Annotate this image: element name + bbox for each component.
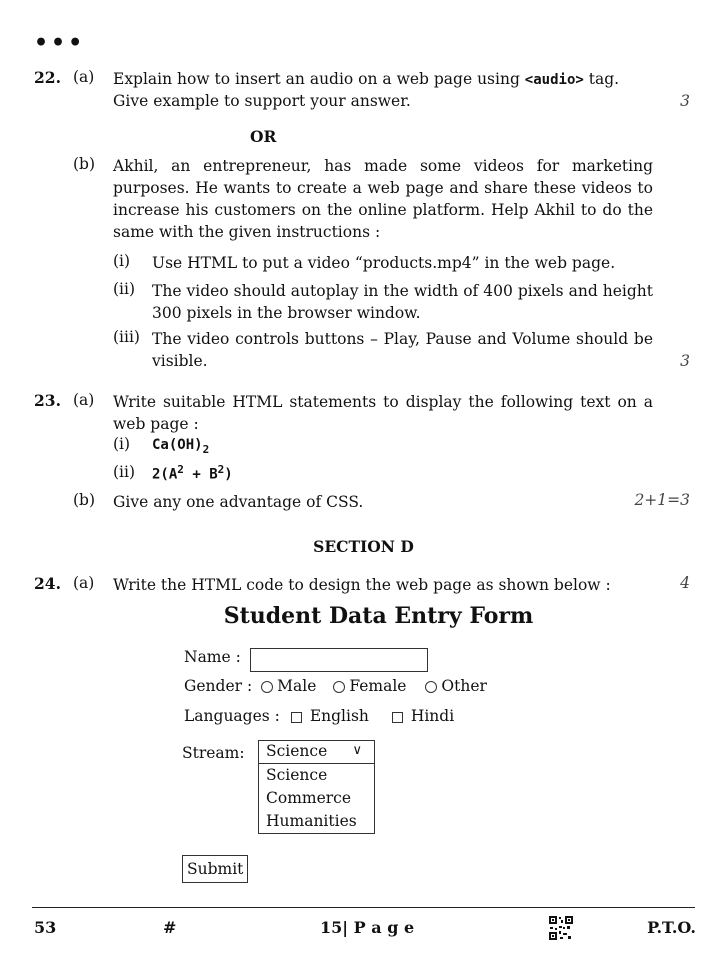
gender-label: Gender : (184, 677, 253, 695)
q23b-label: (b) (73, 491, 96, 509)
q24a-label: (a) (73, 574, 95, 592)
stream-select[interactable] (258, 740, 375, 834)
q22b-iii-label: (iii) (113, 328, 140, 346)
stream-options (259, 764, 374, 833)
checkbox-english[interactable] (291, 712, 302, 723)
stream-select-header[interactable] (259, 741, 374, 764)
q22a-marks: 3 (680, 92, 690, 110)
q22b-i-text: Use HTML to put a video “products.mp4” in the web page. (152, 254, 616, 272)
stream-option-commerce[interactable]: Commerce (266, 789, 352, 807)
radio-female-label: Female (349, 677, 407, 695)
q22-number: 22. (34, 68, 61, 87)
q22b-i-label: (i) (113, 252, 131, 270)
chevron-down-icon[interactable]: ∨ (352, 743, 362, 758)
languages-label: Languages : (184, 707, 280, 725)
footer-page-number: 15| P a g e (320, 918, 415, 937)
header-dots: ••• (34, 30, 86, 56)
q22a-line1: Explain how to insert an audio on a web page using <audio> tag. (113, 70, 620, 88)
radio-male-label: Male (277, 677, 317, 695)
q23a-i-formula: $Ca(OH)_2$ (152, 437, 210, 456)
stream-selected: Science (266, 742, 328, 760)
footer-pto: P.T.O. (647, 918, 696, 937)
radio-other[interactable] (425, 681, 437, 693)
stream-label: Stream: (182, 744, 245, 762)
q23a-ii-label: (ii) (113, 463, 136, 481)
languages-row (184, 707, 454, 725)
radio-other-label: Other (441, 677, 487, 695)
footer-divider (32, 907, 695, 908)
name-label: Name : (184, 648, 241, 666)
checkbox-hindi[interactable] (392, 712, 403, 723)
q23a-i-label: (i) (113, 435, 131, 453)
q23-marks: 2+1=3 (634, 491, 690, 509)
q22b-label: (b) (73, 155, 96, 173)
footer-code: 53 (34, 918, 57, 937)
q23-number: 23. (34, 391, 61, 410)
q23b-text: Give any one advantage of CSS. (113, 493, 364, 511)
section-d-title: SECTION D (313, 537, 414, 556)
q23a-text: Write suitable HTML statements to display the following text on a web page : (113, 393, 653, 433)
q24-marks: 4 (680, 574, 690, 592)
name-input[interactable] (250, 648, 428, 672)
gender-row (184, 677, 487, 695)
stream-option-science[interactable]: Science (266, 766, 328, 784)
q22-or: OR (250, 127, 277, 146)
qr-code-icon (549, 916, 573, 940)
q22b-iii-text: The video controls buttons – Play, Pause and Volume should be visible. (152, 330, 653, 370)
q24a-text: Write the HTML code to design the web page as shown below : (113, 576, 611, 594)
form-title: Student Data Entry Form (223, 603, 534, 629)
footer-hash: # (163, 918, 177, 937)
q24-number: 24. (34, 574, 61, 593)
checkbox-english-label: English (309, 707, 369, 725)
radio-female[interactable] (333, 681, 345, 693)
q23a-ii-formula: $2(A^2 + B^2)$ (152, 463, 233, 483)
submit-button[interactable]: Submit (182, 855, 248, 883)
checkbox-hindi-label: Hindi (410, 707, 455, 725)
stream-option-humanities[interactable]: Humanities (266, 812, 357, 830)
q22b-marks: 3 (680, 352, 690, 370)
q22b-ii-text: The video should autoplay in the width of 400 pixels and height 300 pixels in the browser window. (152, 282, 653, 322)
q22a-line2: Give example to support your answer. (113, 92, 411, 110)
q22b-text: Akhil, an entrepreneur, has made some videos for marketing purposes. He wants to create a web page and share these videos to increase his customers on the online platform. Help Akhil to do the same with the given instructions : (113, 157, 653, 241)
q22a-label: (a) (73, 68, 95, 86)
q23a-label: (a) (73, 391, 95, 409)
q22b-ii-label: (ii) (113, 280, 136, 298)
radio-male[interactable] (261, 681, 273, 693)
